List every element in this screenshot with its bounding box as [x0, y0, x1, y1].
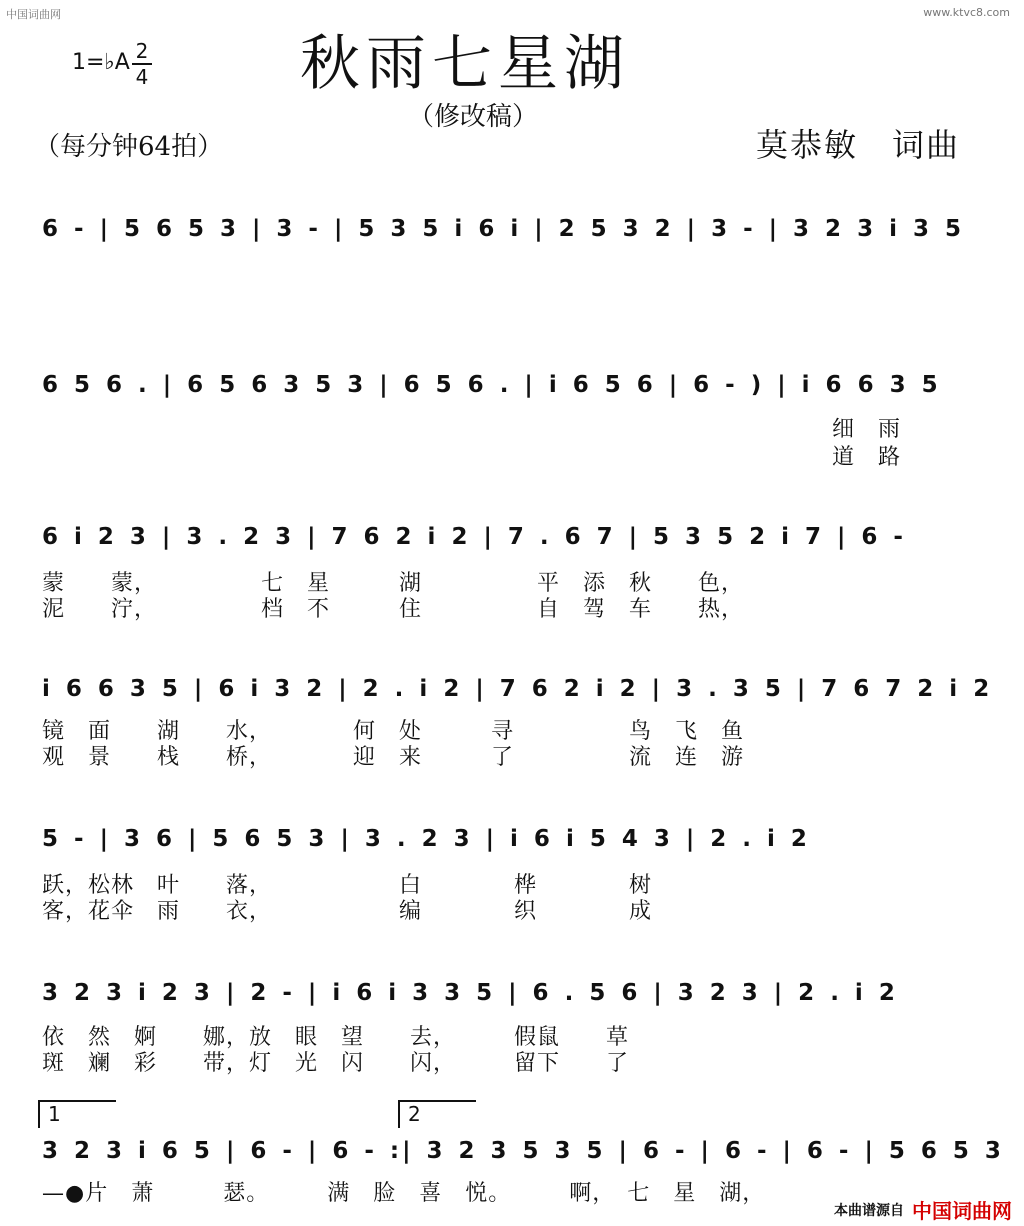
lyrics-verse2-line-6: 斑 斓 彩 带，灯 光 闪 闪， 留下 了: [42, 1051, 630, 1076]
notes-line-5: 5 - | 3 6 | 5 6 5 3 | 3 . 2 3 | i 6 i 5 4 3 | 2 . i 2: [42, 826, 810, 852]
site-brand-logo: 中国词曲网: [912, 1199, 1012, 1223]
time-signature-bottom: 4: [135, 65, 149, 89]
source-credit: 本曲谱源自: [834, 1203, 904, 1219]
lyrics-verse1-line-4: 镜 面 湖 水， 何 处 寻 鸟 飞 鱼: [42, 719, 745, 744]
notes-line-2: 6 5 6 . | 6 5 6 3 5 3 | 6 5 6 . | i 6 5 6 | 6 - ) | i 6 6 3 5: [42, 372, 941, 398]
volta-bracket-2: [398, 1100, 476, 1128]
lyrics-verse1-line-6: 依 然 婀 娜，放 眼 望 去， 假鼠 草: [42, 1025, 630, 1050]
notes-line-3: 6 i 2 3 | 3 . 2 3 | 7 6 2 i 2 | 7 . 6 7 | 5 3 5 2 i 7 | 6 -: [42, 524, 906, 550]
notes-line-6: 3 2 3 i 2 3 | 2 - | i 6 i 3 3 5 | 6 . 5 6 | 3 2 3 | 2 . i 2: [42, 980, 898, 1006]
volta-number-2: 2: [408, 1102, 421, 1126]
watermark-right: www.ktvc8.com: [923, 6, 1010, 19]
key-signature: 1=♭A: [72, 50, 130, 75]
lyrics-verse1-line-5: 跃，松林 叶 落， 白 桦 树: [42, 873, 653, 898]
watermark-left: 中国词曲网: [6, 8, 61, 21]
notes-line-7: 3 2 3 i 6 5 | 6 - | 6 - :| 3 2 3 5 3 5 | 6 - | 6 - | 6 - | 5 6 5 3: [42, 1138, 1004, 1164]
author-credit: 莫恭敏 词曲: [756, 126, 961, 164]
volta-number-1: 1: [48, 1102, 61, 1126]
lyrics-verse2-line-5: 客，花伞 雨 衣， 编 织 成: [42, 899, 653, 924]
time-signature: [132, 40, 152, 88]
time-signature-top: 2: [135, 39, 149, 63]
song-subtitle: （修改稿）: [408, 102, 539, 132]
lyrics-verse1-line-7: —●片 萧 瑟。 满 脸 喜 悦。 啊， 七 星 湖，: [42, 1181, 766, 1206]
lyrics-verse1-line-3: 蒙 蒙， 七 星 湖 平 添 秋 色，: [42, 571, 745, 596]
notes-line-4: i 6 6 3 5 | 6 i 3 2 | 2 . i 2 | 7 6 2 i 2 | 3 . 3 5 | 7 6 7 2 i 2: [42, 676, 993, 702]
lyrics-verse2-line-4: 观 景 栈 桥， 迎 来 了 流 连 游: [42, 745, 745, 770]
notes-line-1: 6 - | 5 6 5 3 | 3 - | 5 3 5 i 6 i | 2 5 3 2 | 3 - | 3 2 3 i 3 5: [42, 216, 964, 242]
lyrics-verse1-line-2: 细 雨: [832, 417, 902, 442]
volta-bracket-1: [38, 1100, 116, 1128]
lyrics-verse2-line-3: 泥 泞， 档 不 住 自 驾 车 热，: [42, 597, 745, 622]
lyrics-verse2-line-2: 道 路: [832, 445, 902, 470]
tempo-marking: （每分钟64拍）: [34, 132, 224, 162]
song-title: 秋雨七星湖: [300, 29, 630, 99]
